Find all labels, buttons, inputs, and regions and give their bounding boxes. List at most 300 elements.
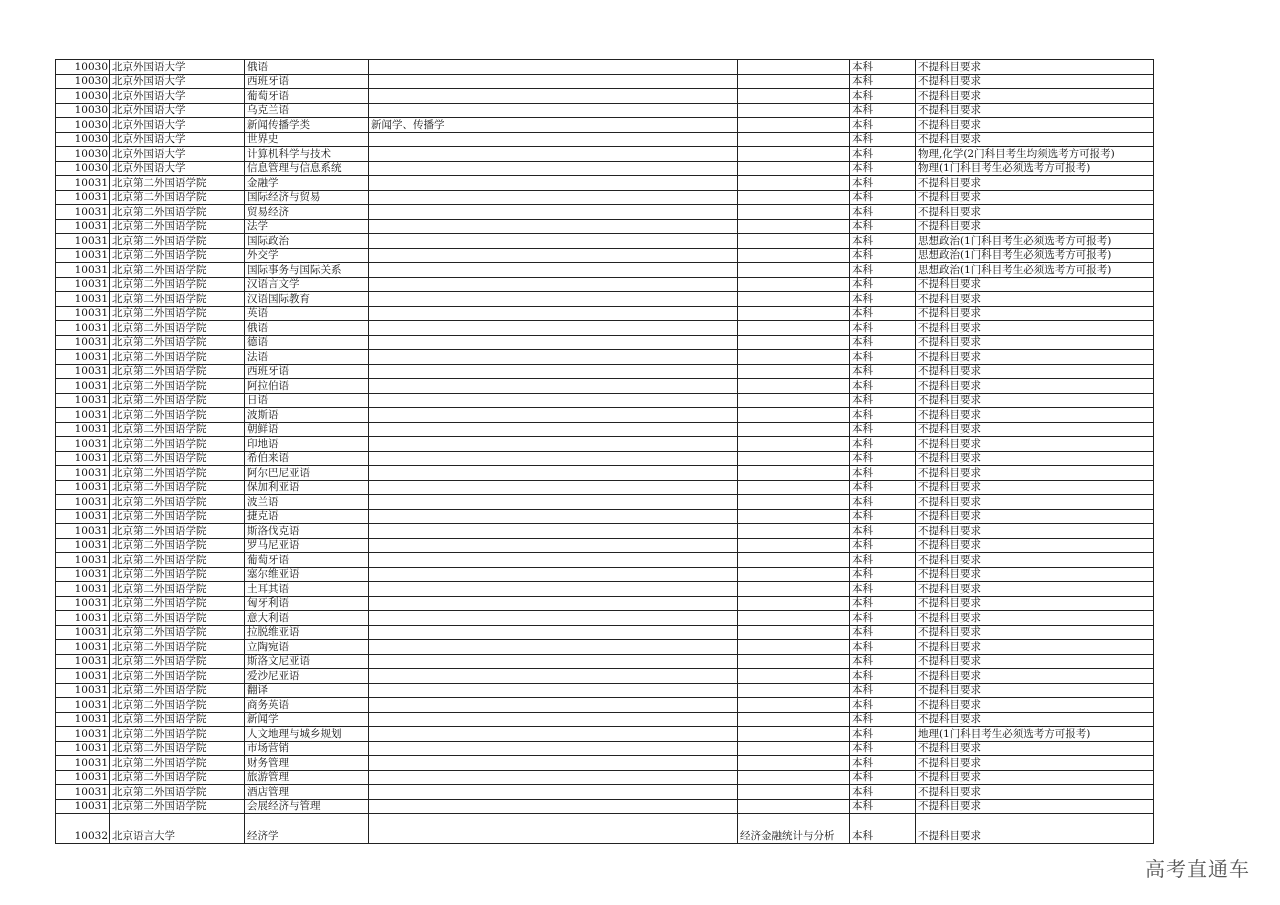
- included-majors-cell: [369, 306, 738, 321]
- remark-cell: [738, 408, 850, 423]
- table-row: [56, 712, 1154, 727]
- remark-cell: [738, 553, 850, 568]
- school-name-cell: 北京第二外国语学院: [110, 176, 245, 191]
- subject-requirement-cell: 不提科目要求: [916, 625, 1154, 640]
- subject-requirement-cell: 不提科目要求: [916, 683, 1154, 698]
- remark-cell: [738, 799, 850, 814]
- school-name-cell: 北京外国语大学: [110, 132, 245, 147]
- school-name-cell: 北京第二外国语学院: [110, 263, 245, 278]
- school-code-cell: 10031: [56, 248, 110, 263]
- subject-requirement-cell: 不提科目要求: [916, 190, 1154, 205]
- table-row: [56, 683, 1154, 698]
- included-majors-cell: [369, 814, 738, 844]
- table-row: [56, 582, 1154, 597]
- remark-cell: [738, 74, 850, 89]
- included-majors-cell: [369, 451, 738, 466]
- subject-requirement-cell: 不提科目要求: [916, 118, 1154, 133]
- school-name-cell: 北京第二外国语学院: [110, 524, 245, 539]
- major-name-cell: 国际事务与国际关系: [245, 263, 369, 278]
- level-cell: 本科: [850, 437, 916, 452]
- major-name-cell: 爱沙尼亚语: [245, 669, 369, 684]
- included-majors-cell: [369, 596, 738, 611]
- subject-requirement-cell: 思想政治(1门科目考生必须选考方可报考): [916, 263, 1154, 278]
- school-name-cell: 北京第二外国语学院: [110, 538, 245, 553]
- major-name-cell: 法学: [245, 219, 369, 234]
- subject-requirement-cell: 不提科目要求: [916, 611, 1154, 626]
- school-name-cell: 北京第二外国语学院: [110, 611, 245, 626]
- included-majors-cell: [369, 799, 738, 814]
- school-code-cell: 10030: [56, 118, 110, 133]
- table-row: [56, 727, 1154, 742]
- included-majors-cell: [369, 640, 738, 655]
- included-majors-cell: [369, 422, 738, 437]
- major-name-cell: 立陶宛语: [245, 640, 369, 655]
- included-majors-cell: [369, 103, 738, 118]
- table-row: [56, 118, 1154, 133]
- included-majors-cell: [369, 408, 738, 423]
- level-cell: 本科: [850, 553, 916, 568]
- school-name-cell: 北京第二外国语学院: [110, 306, 245, 321]
- remark-cell: [738, 132, 850, 147]
- included-majors-cell: [369, 335, 738, 350]
- included-majors-cell: [369, 495, 738, 510]
- table-row: [56, 567, 1154, 582]
- major-name-cell: 匈牙利语: [245, 596, 369, 611]
- table-row: [56, 553, 1154, 568]
- major-name-cell: 塞尔维亚语: [245, 567, 369, 582]
- school-name-cell: 北京第二外国语学院: [110, 408, 245, 423]
- school-name-cell: 北京第二外国语学院: [110, 350, 245, 365]
- remark-cell: [738, 596, 850, 611]
- school-code-cell: 10031: [56, 567, 110, 582]
- major-name-cell: 葡萄牙语: [245, 89, 369, 104]
- school-name-cell: 北京第二外国语学院: [110, 321, 245, 336]
- included-majors-cell: [369, 625, 738, 640]
- school-code-cell: 10031: [56, 277, 110, 292]
- remark-cell: [738, 509, 850, 524]
- remark-cell: [738, 393, 850, 408]
- table-row: [56, 524, 1154, 539]
- school-name-cell: 北京第二外国语学院: [110, 785, 245, 800]
- included-majors-cell: [369, 364, 738, 379]
- subject-requirement-cell: 不提科目要求: [916, 103, 1154, 118]
- subject-requirement-cell: 不提科目要求: [916, 524, 1154, 539]
- level-cell: 本科: [850, 567, 916, 582]
- remark-cell: [738, 277, 850, 292]
- school-name-cell: 北京外国语大学: [110, 89, 245, 104]
- major-name-cell: 金融学: [245, 176, 369, 191]
- school-code-cell: 10031: [56, 437, 110, 452]
- school-name-cell: 北京第二外国语学院: [110, 437, 245, 452]
- subject-requirement-cell: 不提科目要求: [916, 509, 1154, 524]
- major-name-cell: 外交学: [245, 248, 369, 263]
- school-name-cell: 北京第二外国语学院: [110, 654, 245, 669]
- remark-cell: [738, 118, 850, 133]
- table-row: [56, 480, 1154, 495]
- table-row: [56, 132, 1154, 147]
- included-majors-cell: [369, 263, 738, 278]
- school-code-cell: 10031: [56, 364, 110, 379]
- school-code-cell: 10031: [56, 495, 110, 510]
- level-cell: 本科: [850, 611, 916, 626]
- school-name-cell: 北京外国语大学: [110, 147, 245, 162]
- school-code-cell: 10031: [56, 727, 110, 742]
- table-row: [56, 234, 1154, 249]
- table-row: [56, 393, 1154, 408]
- table-row: [56, 611, 1154, 626]
- included-majors-cell: [369, 350, 738, 365]
- level-cell: 本科: [850, 161, 916, 176]
- major-name-cell: 罗马尼亚语: [245, 538, 369, 553]
- table-row: [56, 509, 1154, 524]
- school-name-cell: 北京第二外国语学院: [110, 683, 245, 698]
- level-cell: 本科: [850, 669, 916, 684]
- subject-requirement-cell: 不提科目要求: [916, 799, 1154, 814]
- included-majors-cell: [369, 611, 738, 626]
- remark-cell: [738, 785, 850, 800]
- school-name-cell: 北京第二外国语学院: [110, 393, 245, 408]
- level-cell: 本科: [850, 538, 916, 553]
- table-row: [56, 640, 1154, 655]
- major-name-cell: 印地语: [245, 437, 369, 452]
- table-row: [56, 306, 1154, 321]
- level-cell: 本科: [850, 277, 916, 292]
- subject-requirement-cell: 不提科目要求: [916, 60, 1154, 75]
- major-name-cell: 商务英语: [245, 698, 369, 713]
- level-cell: 本科: [850, 364, 916, 379]
- level-cell: 本科: [850, 422, 916, 437]
- school-code-cell: 10031: [56, 306, 110, 321]
- table-row: [56, 205, 1154, 220]
- table-body: [56, 60, 1154, 844]
- level-cell: 本科: [850, 292, 916, 307]
- major-name-cell: 经济学: [245, 814, 369, 844]
- level-cell: 本科: [850, 219, 916, 234]
- school-code-cell: 10031: [56, 292, 110, 307]
- school-name-cell: 北京第二外国语学院: [110, 364, 245, 379]
- school-name-cell: 北京语言大学: [110, 814, 245, 844]
- table-row: [56, 176, 1154, 191]
- school-code-cell: 10031: [56, 205, 110, 220]
- watermark-logo: 高考直通车: [1145, 857, 1250, 881]
- school-code-cell: 10031: [56, 669, 110, 684]
- level-cell: 本科: [850, 480, 916, 495]
- table-row: [56, 248, 1154, 263]
- major-name-cell: 波兰语: [245, 495, 369, 510]
- level-cell: 本科: [850, 640, 916, 655]
- admission-table: [55, 59, 1154, 844]
- subject-requirement-cell: 不提科目要求: [916, 335, 1154, 350]
- remark-cell: [738, 263, 850, 278]
- included-majors-cell: 新闻学、传播学: [369, 118, 738, 133]
- school-name-cell: 北京第二外国语学院: [110, 379, 245, 394]
- table-row: [56, 277, 1154, 292]
- major-name-cell: 意大利语: [245, 611, 369, 626]
- subject-requirement-cell: 思想政治(1门科目考生必须选考方可报考): [916, 234, 1154, 249]
- major-name-cell: 俄语: [245, 321, 369, 336]
- subject-requirement-cell: 不提科目要求: [916, 596, 1154, 611]
- major-name-cell: 俄语: [245, 60, 369, 75]
- remark-cell: [738, 89, 850, 104]
- included-majors-cell: [369, 480, 738, 495]
- included-majors-cell: [369, 161, 738, 176]
- level-cell: 本科: [850, 741, 916, 756]
- school-name-cell: 北京第二外国语学院: [110, 190, 245, 205]
- school-name-cell: 北京第二外国语学院: [110, 669, 245, 684]
- subject-requirement-cell: 不提科目要求: [916, 292, 1154, 307]
- subject-requirement-cell: 不提科目要求: [916, 712, 1154, 727]
- table-row: [56, 770, 1154, 785]
- level-cell: 本科: [850, 596, 916, 611]
- major-name-cell: 财务管理: [245, 756, 369, 771]
- level-cell: 本科: [850, 466, 916, 481]
- school-code-cell: 10030: [56, 74, 110, 89]
- school-name-cell: 北京第二外国语学院: [110, 422, 245, 437]
- school-name-cell: 北京外国语大学: [110, 74, 245, 89]
- school-code-cell: 10031: [56, 466, 110, 481]
- school-code-cell: 10031: [56, 582, 110, 597]
- school-code-cell: 10031: [56, 741, 110, 756]
- level-cell: 本科: [850, 306, 916, 321]
- table-row: [56, 538, 1154, 553]
- level-cell: 本科: [850, 625, 916, 640]
- level-cell: 本科: [850, 524, 916, 539]
- school-code-cell: 10031: [56, 785, 110, 800]
- school-code-cell: 10031: [56, 408, 110, 423]
- remark-cell: [738, 466, 850, 481]
- included-majors-cell: [369, 379, 738, 394]
- included-majors-cell: [369, 176, 738, 191]
- major-name-cell: 国际政治: [245, 234, 369, 249]
- subject-requirement-cell: 不提科目要求: [916, 437, 1154, 452]
- remark-cell: [738, 770, 850, 785]
- subject-requirement-cell: 不提科目要求: [916, 480, 1154, 495]
- school-name-cell: 北京第二外国语学院: [110, 596, 245, 611]
- school-code-cell: 10031: [56, 350, 110, 365]
- included-majors-cell: [369, 466, 738, 481]
- school-code-cell: 10031: [56, 770, 110, 785]
- major-name-cell: 计算机科学与技术: [245, 147, 369, 162]
- subject-requirement-cell: 不提科目要求: [916, 321, 1154, 336]
- remark-cell: [738, 727, 850, 742]
- major-name-cell: 葡萄牙语: [245, 553, 369, 568]
- level-cell: 本科: [850, 799, 916, 814]
- remark-cell: [738, 669, 850, 684]
- major-name-cell: 市场营销: [245, 741, 369, 756]
- subject-requirement-cell: 不提科目要求: [916, 582, 1154, 597]
- major-name-cell: 汉语言文学: [245, 277, 369, 292]
- level-cell: 本科: [850, 263, 916, 278]
- subject-requirement-cell: 不提科目要求: [916, 640, 1154, 655]
- major-name-cell: 人文地理与城乡规划: [245, 727, 369, 742]
- school-name-cell: 北京第二外国语学院: [110, 480, 245, 495]
- school-name-cell: 北京第二外国语学院: [110, 741, 245, 756]
- level-cell: 本科: [850, 147, 916, 162]
- subject-requirement-cell: 不提科目要求: [916, 219, 1154, 234]
- school-code-cell: 10031: [56, 524, 110, 539]
- major-name-cell: 阿尔巴尼亚语: [245, 466, 369, 481]
- table-row: [56, 408, 1154, 423]
- table-row: [56, 292, 1154, 307]
- major-name-cell: 拉脱维亚语: [245, 625, 369, 640]
- level-cell: 本科: [850, 379, 916, 394]
- included-majors-cell: [369, 132, 738, 147]
- major-name-cell: 新闻学: [245, 712, 369, 727]
- major-name-cell: 英语: [245, 306, 369, 321]
- level-cell: 本科: [850, 756, 916, 771]
- remark-cell: [738, 756, 850, 771]
- remark-cell: [738, 480, 850, 495]
- major-name-cell: 阿拉伯语: [245, 379, 369, 394]
- level-cell: 本科: [850, 89, 916, 104]
- table-row: [56, 89, 1154, 104]
- included-majors-cell: [369, 741, 738, 756]
- school-code-cell: 10031: [56, 611, 110, 626]
- remark-cell: 经济金融统计与分析: [738, 814, 850, 844]
- school-name-cell: 北京外国语大学: [110, 60, 245, 75]
- school-name-cell: 北京第二外国语学院: [110, 205, 245, 220]
- remark-cell: [738, 640, 850, 655]
- level-cell: 本科: [850, 176, 916, 191]
- school-code-cell: 10030: [56, 147, 110, 162]
- included-majors-cell: [369, 437, 738, 452]
- major-name-cell: 法语: [245, 350, 369, 365]
- major-name-cell: 朝鲜语: [245, 422, 369, 437]
- subject-requirement-cell: 不提科目要求: [916, 741, 1154, 756]
- remark-cell: [738, 205, 850, 220]
- major-name-cell: 信息管理与信息系统: [245, 161, 369, 176]
- remark-cell: [738, 567, 850, 582]
- subject-requirement-cell: 不提科目要求: [916, 350, 1154, 365]
- school-code-cell: 10031: [56, 422, 110, 437]
- major-name-cell: 波斯语: [245, 408, 369, 423]
- remark-cell: [738, 582, 850, 597]
- level-cell: 本科: [850, 451, 916, 466]
- school-code-cell: 10030: [56, 103, 110, 118]
- remark-cell: [738, 654, 850, 669]
- included-majors-cell: [369, 654, 738, 669]
- school-name-cell: 北京外国语大学: [110, 161, 245, 176]
- school-name-cell: 北京外国语大学: [110, 103, 245, 118]
- major-name-cell: 翻译: [245, 683, 369, 698]
- included-majors-cell: [369, 770, 738, 785]
- included-majors-cell: [369, 727, 738, 742]
- table-row: [56, 74, 1154, 89]
- table-row: [56, 625, 1154, 640]
- included-majors-cell: [369, 190, 738, 205]
- remark-cell: [738, 60, 850, 75]
- subject-requirement-cell: 不提科目要求: [916, 538, 1154, 553]
- level-cell: 本科: [850, 582, 916, 597]
- included-majors-cell: [369, 683, 738, 698]
- subject-requirement-cell: 不提科目要求: [916, 422, 1154, 437]
- level-cell: 本科: [850, 118, 916, 133]
- school-code-cell: 10031: [56, 176, 110, 191]
- school-code-cell: 10031: [56, 509, 110, 524]
- school-code-cell: 10030: [56, 132, 110, 147]
- school-name-cell: 北京第二外国语学院: [110, 756, 245, 771]
- table-row: [56, 219, 1154, 234]
- major-name-cell: 汉语国际教育: [245, 292, 369, 307]
- subject-requirement-cell: 不提科目要求: [916, 176, 1154, 191]
- remark-cell: [738, 248, 850, 263]
- school-code-cell: 10031: [56, 756, 110, 771]
- subject-requirement-cell: 不提科目要求: [916, 669, 1154, 684]
- table-row: [56, 321, 1154, 336]
- school-code-cell: 10031: [56, 698, 110, 713]
- major-name-cell: 捷克语: [245, 509, 369, 524]
- school-code-cell: 10031: [56, 263, 110, 278]
- school-name-cell: 北京第二外国语学院: [110, 553, 245, 568]
- level-cell: 本科: [850, 727, 916, 742]
- table-row: [56, 364, 1154, 379]
- subject-requirement-cell: 不提科目要求: [916, 451, 1154, 466]
- included-majors-cell: [369, 147, 738, 162]
- school-name-cell: 北京第二外国语学院: [110, 509, 245, 524]
- table-row: [56, 103, 1154, 118]
- table-row: [56, 161, 1154, 176]
- table-row: [56, 335, 1154, 350]
- level-cell: 本科: [850, 814, 916, 844]
- major-name-cell: 世界史: [245, 132, 369, 147]
- school-code-cell: 10030: [56, 89, 110, 104]
- included-majors-cell: [369, 582, 738, 597]
- remark-cell: [738, 321, 850, 336]
- table-row: [56, 263, 1154, 278]
- included-majors-cell: [369, 698, 738, 713]
- school-code-cell: 10031: [56, 553, 110, 568]
- school-name-cell: 北京第二外国语学院: [110, 712, 245, 727]
- school-code-cell: 10031: [56, 596, 110, 611]
- table-row: [56, 741, 1154, 756]
- level-cell: 本科: [850, 785, 916, 800]
- major-name-cell: 西班牙语: [245, 74, 369, 89]
- school-code-cell: 10032: [56, 814, 110, 844]
- school-name-cell: 北京第二外国语学院: [110, 234, 245, 249]
- level-cell: 本科: [850, 495, 916, 510]
- remark-cell: [738, 176, 850, 191]
- subject-requirement-cell: 不提科目要求: [916, 770, 1154, 785]
- school-code-cell: 10031: [56, 480, 110, 495]
- major-name-cell: 土耳其语: [245, 582, 369, 597]
- remark-cell: [738, 422, 850, 437]
- remark-cell: [738, 306, 850, 321]
- major-name-cell: 贸易经济: [245, 205, 369, 220]
- remark-cell: [738, 538, 850, 553]
- school-name-cell: 北京第二外国语学院: [110, 727, 245, 742]
- subject-requirement-cell: 不提科目要求: [916, 364, 1154, 379]
- table-row: [56, 596, 1154, 611]
- remark-cell: [738, 364, 850, 379]
- school-code-cell: 10031: [56, 393, 110, 408]
- school-name-cell: 北京第二外国语学院: [110, 640, 245, 655]
- school-code-cell: 10031: [56, 712, 110, 727]
- table-row: [56, 379, 1154, 394]
- included-majors-cell: [369, 509, 738, 524]
- remark-cell: [738, 625, 850, 640]
- subject-requirement-cell: 不提科目要求: [916, 379, 1154, 394]
- major-name-cell: 国际经济与贸易: [245, 190, 369, 205]
- school-name-cell: 北京第二外国语学院: [110, 335, 245, 350]
- table-row: [56, 814, 1154, 844]
- remark-cell: [738, 712, 850, 727]
- subject-requirement-cell: 不提科目要求: [916, 205, 1154, 220]
- table-row: [56, 785, 1154, 800]
- level-cell: 本科: [850, 683, 916, 698]
- level-cell: 本科: [850, 770, 916, 785]
- included-majors-cell: [369, 74, 738, 89]
- school-name-cell: 北京第二外国语学院: [110, 219, 245, 234]
